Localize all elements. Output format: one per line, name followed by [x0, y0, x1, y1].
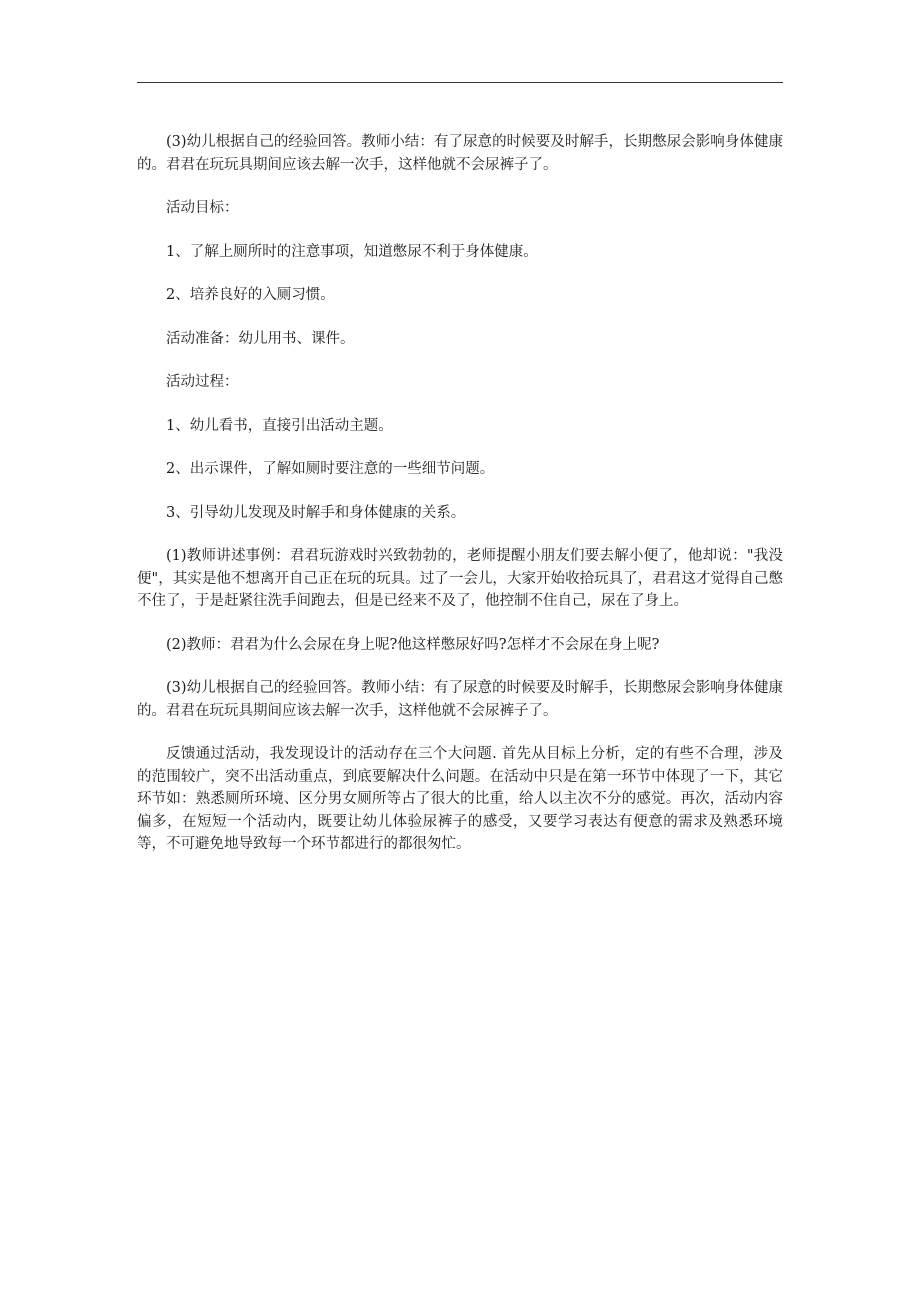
process-step-1: 1、幼儿看书，直接引出活动主题。 — [166, 417, 393, 434]
paragraph-answer-summary: (3)幼儿根据自己的经验回答。教师小结：有了尿意的时候要及时解手，长期憋尿会影响身体健康的。君君在玩玩具期间应该去解一次手，这样他就不会尿裤子了。 — [137, 134, 783, 173]
goal-item-1: 1、了解上厕所时的注意事项，知道憋尿不利于身体健康。 — [166, 243, 538, 260]
paragraph-answer-summary-repeat: (3)幼儿根据自己的经验回答。教师小结：有了尿意的时候要及时解手，长期憋尿会影响身体健康的。君君在玩玩具期间应该去解一次手，这样他就不会尿裤子了。 — [137, 680, 783, 719]
paragraph-teacher-story: (1)教师讲述事例：君君玩游戏时兴致勃勃的，老师提醒小朋友们要去解小便了，他却说："我没便"，其实是他不想离开自己正在玩的玩具。过了一会儿，大家开始收拾玩具了，君君这才觉得自己憋不住了，于是赶紧往洗手间跑去，但是已经来不及了，他控制不住自己，尿在了身上。 — [137, 548, 783, 609]
process-step-2: 2、出示课件，了解如厕时要注意的一些细节问题。 — [166, 461, 495, 477]
activity-preparation: 活动准备：幼儿用书、课件。 — [166, 330, 355, 347]
paragraph-teacher-question: (2)教师：君君为什么会尿在身上呢?他这样憋尿好吗?怎样才不会尿在身上呢? — [166, 636, 660, 653]
process-step-3: 3、引导幼儿发现及时解手和身体健康的关系。 — [166, 504, 466, 521]
heading-activity-goals: 活动目标： — [166, 200, 239, 216]
goal-item-2: 2、培养良好的入厕习惯。 — [166, 287, 335, 303]
header-rule — [137, 82, 783, 83]
paragraph-feedback: 反馈通过活动，我发现设计的活动存在三个大问题. 首先从目标上分析，定的有些不合理，涉及的范围较广，突不出活动重点，到底要解决什么问题。在活动中只是在第一环节中体现了一下，其它环节如：熟悉厕所环境、区分男女厕所等占了很大的比重，给人以主次不分的感觉。再次，活动内容偏多，在短短一个活动内，既要让幼儿体验尿裤子的感受，又要学习表达有便意的需求及熟悉环境等，不可避免地导致每一个环节都进行的都很匆忙。 — [137, 746, 783, 852]
document-body — [137, 131, 783, 877]
heading-activity-process: 活动过程： — [166, 374, 239, 390]
